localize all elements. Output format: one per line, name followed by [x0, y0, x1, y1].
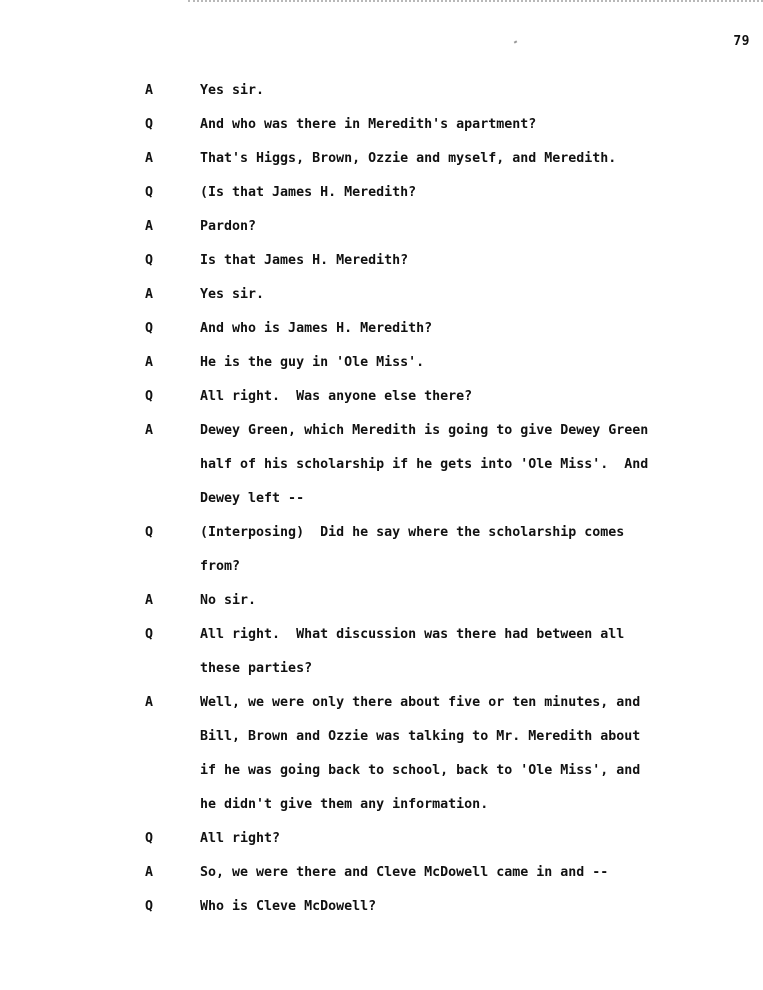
transcript-continuation-line [0, 658, 763, 692]
transcript-continuation-line [0, 556, 763, 590]
testimony-text: these parties? [200, 661, 313, 676]
speaker-label: Q [145, 253, 154, 268]
testimony-text: Bill, Brown and Ozzie was talking to Mr. Meredith about [200, 729, 641, 744]
speaker-label: A [145, 151, 154, 166]
transcript-entry [0, 522, 763, 556]
speaker-label: Q [145, 525, 154, 540]
testimony-text: All right? [200, 831, 281, 846]
transcript-entry [0, 862, 763, 896]
testimony-text: Well, we were only there about five or ten minutes, and [200, 695, 641, 710]
testimony-text: (Interposing) Did he say where the scholarship comes [200, 525, 625, 540]
transcript-entry [0, 386, 763, 420]
transcript-continuation-line [0, 454, 763, 488]
speaker-label: A [145, 423, 154, 438]
transcript-continuation-line [0, 726, 763, 760]
speaker-label: A [145, 219, 154, 234]
testimony-text: And who was there in Meredith's apartment? [200, 117, 537, 132]
transcript-continuation-line [0, 760, 763, 794]
speaker-label: A [145, 865, 154, 880]
testimony-text: Pardon? [200, 219, 257, 234]
page-top-border [188, 0, 763, 2]
testimony-text: Yes sir. [200, 287, 265, 302]
testimony-text: No sir. [200, 593, 257, 608]
page-number: 79 [733, 34, 750, 49]
speaker-label: Q [145, 389, 154, 404]
speaker-label: Q [145, 831, 154, 846]
transcript-entry [0, 828, 763, 862]
speaker-label: A [145, 83, 154, 98]
speaker-label: A [145, 593, 154, 608]
testimony-text: Yes sir. [200, 83, 265, 98]
testimony-text: Who is Cleve McDowell? [200, 899, 377, 914]
transcript-continuation-line [0, 488, 763, 522]
testimony-text: And who is James H. Meredith? [200, 321, 433, 336]
testimony-text: All right. What discussion was there had between all [200, 627, 625, 642]
testimony-text: he didn't give them any information. [200, 797, 489, 812]
speaker-label: A [145, 287, 154, 302]
testimony-text: Dewey Green, which Meredith is going to give Dewey Green [200, 423, 649, 438]
testimony-text: from? [200, 559, 241, 574]
testimony-text: if he was going back to school, back to 'Ole Miss', and [200, 763, 641, 778]
testimony-text: So, we were there and Cleve McDowell came in and -- [200, 865, 609, 880]
transcript-entry [0, 114, 763, 148]
testimony-text: All right. Was anyone else there? [200, 389, 473, 404]
testimony-text: Is that James H. Meredith? [200, 253, 409, 268]
scan-speck [514, 40, 518, 43]
transcript-entry [0, 216, 763, 250]
speaker-label: Q [145, 117, 154, 132]
speaker-label: Q [145, 321, 154, 336]
transcript-body [0, 80, 763, 930]
transcript-entry [0, 590, 763, 624]
transcript-entry [0, 896, 763, 930]
transcript-entry [0, 284, 763, 318]
transcript-continuation-line [0, 794, 763, 828]
transcript-entry [0, 352, 763, 386]
testimony-text: He is the guy in 'Ole Miss'. [200, 355, 425, 370]
transcript-entry [0, 148, 763, 182]
speaker-label: Q [145, 627, 154, 642]
transcript-entry [0, 318, 763, 352]
speaker-label: A [145, 355, 154, 370]
speaker-label: Q [145, 899, 154, 914]
speaker-label: Q [145, 185, 154, 200]
transcript-entry [0, 80, 763, 114]
transcript-entry [0, 250, 763, 284]
transcript-entry [0, 420, 763, 454]
speaker-label: A [145, 695, 154, 710]
testimony-text: half of his scholarship if he gets into 'Ole Miss'. And [200, 457, 649, 472]
transcript-entry [0, 624, 763, 658]
testimony-text: That's Higgs, Brown, Ozzie and myself, and Meredith. [200, 151, 617, 166]
testimony-text: Dewey left -- [200, 491, 305, 506]
transcript-entry [0, 182, 763, 216]
transcript-entry [0, 692, 763, 726]
testimony-text: (Is that James H. Meredith? [200, 185, 417, 200]
